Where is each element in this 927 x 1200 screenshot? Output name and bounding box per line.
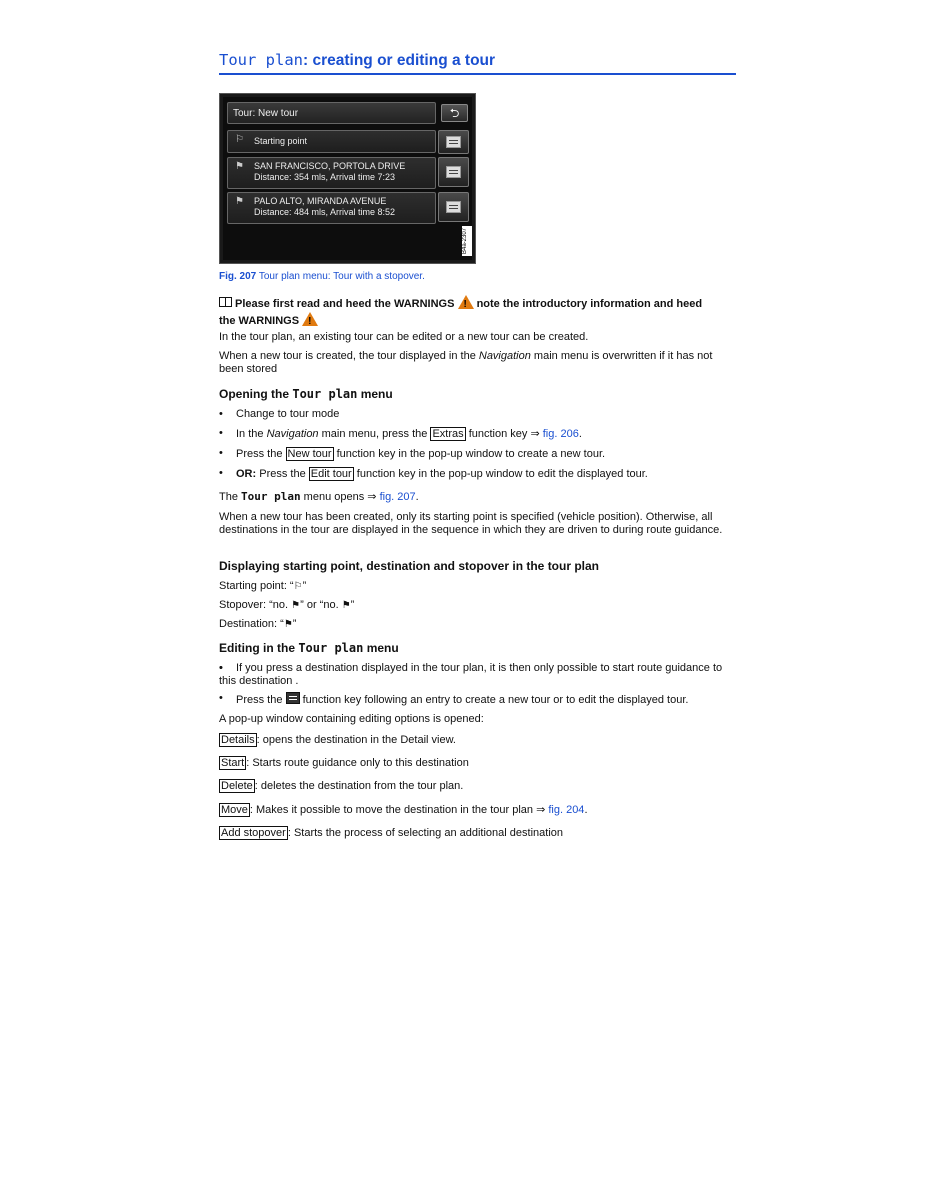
row-line2: Distance: 484 mls, Arrival time 8:52 [254,207,396,217]
opens-section [219,490,736,537]
screen-display [223,97,472,260]
stopover-flag-icon: ⚑ [291,600,301,611]
extras-key: Extras [432,428,464,440]
checkered-flag-icon: ⚑ [341,600,351,611]
list-item: • • If you press a destination displayed in the tour plan, it is then only possible to start route guidance to this destination . [219,662,736,688]
section-heading-editing: Editing in the Tour plan menu [219,641,399,655]
new-tour-key: New tour [287,448,332,460]
destination-line: Destination: “⚑” [219,618,297,630]
list-edit-icon [446,136,461,148]
intro-paragraph-2: When a new tour is created, the tour displayed in the Navigation main menu is overwritten if it has not been stored [219,350,713,375]
displaying-section [219,559,736,631]
option-add-stopover: Add stopover : Starts the process of selecting an additional destination [221,827,563,839]
intro-paragraph-1: In the tour plan, an existing tour can be edited or a new tour can be created. [219,331,589,343]
section-heading-displaying: Displaying starting point, destination and stopover in the tour plan [219,559,600,573]
list-item: • In the Navigation main menu, press the Extras function key ⇒ fig. 206. [219,427,736,441]
edit-entry-button[interactable] [438,130,469,154]
row-starting-point[interactable] [227,130,436,153]
move-key: Move [221,804,248,816]
screen-header: Tour: New tour [227,102,436,124]
list-item: • Press the function key following an entry to create a new tour or to edit the displayed tour. [219,692,736,707]
caption-fig-number: Fig. 207 [219,271,257,282]
page-header [219,50,736,75]
stopover-flag-icon: ⚑ [235,161,244,172]
row-line1: SAN FRANCISCO, PORTOLA DRIVE [254,161,406,171]
list-edit-icon [446,166,461,178]
back-icon[interactable]: ⮌ [441,104,468,122]
fig-206-link[interactable]: fig. 206 [542,428,579,440]
flag-icon: ⚐ [235,134,244,145]
starting-point-line: Starting point: “⚐” [219,580,307,592]
list-item: • Change to tour mode [219,408,736,421]
warning-triangle-icon [302,312,318,326]
warning-notice [219,295,736,329]
title-rest: : creating or editing a tour [303,52,496,69]
option-start: Start : Starts route guidance only to this destination [221,757,469,769]
start-key: Start [221,757,245,769]
fig-204-link[interactable]: fig. 204 [548,804,585,816]
opens-paragraph: The Tour plan menu opens ⇒ fig. 207. [219,490,419,503]
warning-part2: note the introductory information and heed [476,298,703,310]
row-line1: Starting point [254,136,308,146]
intro-section [219,331,736,376]
editing-section [219,641,736,840]
section-heading-opening: Opening the Tour plan menu [219,387,393,401]
created-paragraph: When a new tour has been created, only its starting point is specified (vehicle position). Otherwise, all destinations in the tour are displayed in the sequence in which they are driven to during route guidance. [219,511,723,536]
figure-code: B4a-2307 [462,226,472,256]
tour-plan-screen-figure [219,93,476,264]
fig-207-link[interactable]: fig. 207 [379,491,416,503]
row-line2: Distance: 354 mls, Arrival time 7:23 [254,172,396,182]
add-stopover-key: Add stopover [221,827,286,839]
book-icon [219,297,232,307]
list-edit-icon [286,692,300,704]
warning-part3: the WARNINGS [219,315,300,327]
row-line1: PALO ALTO, MIRANDA AVENUE [254,196,387,206]
flag-icon: ⚐ [293,581,303,592]
warning-part1: Please first read and heed the WARNINGS [235,298,455,310]
checkered-flag-icon: ⚑ [235,196,244,207]
edit-entry-button[interactable] [438,192,469,222]
warning-triangle-icon [458,295,474,309]
stopover-line: Stopover: “no. ⚑” or “no. ⚑” [219,599,355,611]
row-destination[interactable] [227,192,436,224]
row-stopover[interactable] [227,157,436,189]
edit-entry-button[interactable] [438,157,469,187]
popup-paragraph: A pop-up window containing editing options is opened: [219,713,484,725]
edit-tour-key: Edit tour [310,468,352,480]
page-title [219,50,736,75]
opening-section [219,387,736,481]
list-item: • Press the New tour function key in the pop-up window to create a new tour. [219,447,736,461]
list-item: • OR: Press the Edit tour function key in the pop-up window to edit the displayed tour. [219,467,736,481]
option-move: Move : Makes it possible to move the destination in the tour plan ⇒ fig. 204. [221,804,588,816]
option-delete: Delete : deletes the destination from the tour plan. [221,780,464,792]
delete-key: Delete [221,780,253,792]
title-mono: Tour plan [219,51,303,69]
caption-text: Tour plan menu: Tour with a stopover. [256,271,425,282]
figure-caption [219,270,736,283]
option-details: Details : opens the destination in the Detail view. [221,734,456,746]
list-edit-icon [446,201,461,213]
details-key: Details [221,734,255,746]
checkered-flag-icon: ⚑ [283,619,293,630]
